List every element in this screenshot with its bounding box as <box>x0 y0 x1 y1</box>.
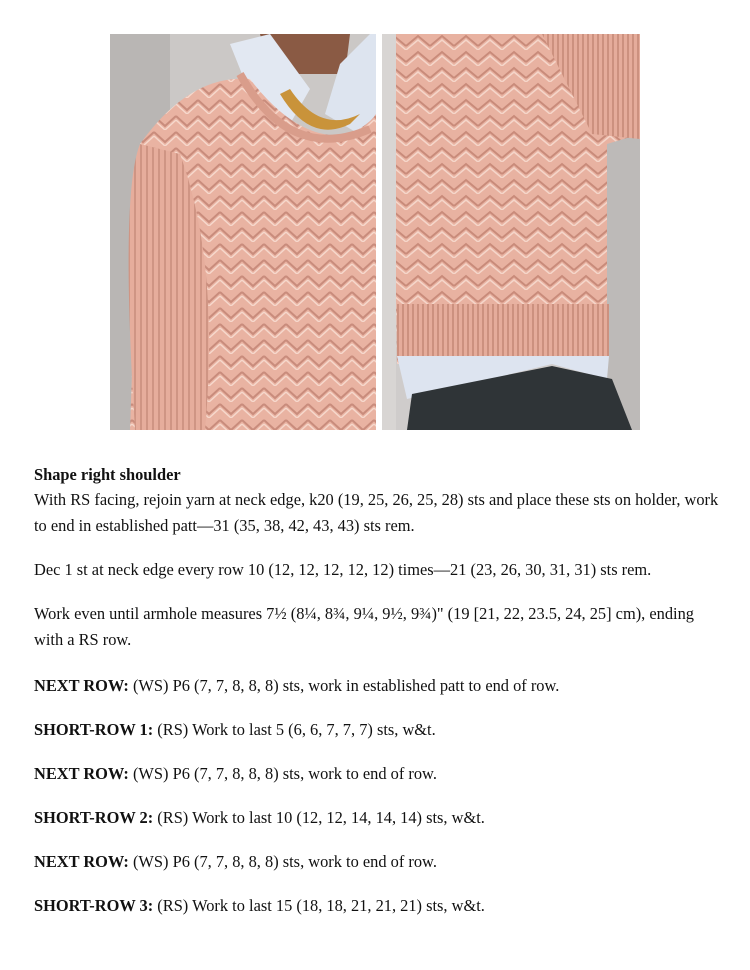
step-label: SHORT-ROW 2: <box>34 808 154 827</box>
paragraph-dec-neck: Dec 1 st at neck edge every row 10 (12, 12, 12, 12, 12) times—21 (23, 26, 30, 31, 31) sts rem. <box>34 560 652 579</box>
step-next-row <box>34 849 724 875</box>
step-text: (RS) Work to last 15 (18, 18, 21, 21, 21) sts, w&t. <box>153 896 485 915</box>
sweater-side-photo <box>382 34 640 430</box>
step-text: (WS) P6 (7, 7, 8, 8, 8) sts, work to end of row. <box>128 764 437 783</box>
step-label: NEXT ROW: <box>34 852 129 871</box>
step-next-row <box>34 761 724 787</box>
step-text: (RS) Work to last 10 (12, 12, 14, 14, 14) sts, w&t. <box>153 808 485 827</box>
section-heading: Shape right shoulder <box>34 465 181 484</box>
step-short-row-1 <box>34 717 724 743</box>
step-text: (RS) Work to last 5 (6, 6, 7, 7, 7) sts, w&t. <box>153 720 436 739</box>
sweater-front-photo <box>110 34 376 430</box>
step-label: SHORT-ROW 1: <box>34 720 154 739</box>
step-label: NEXT ROW: <box>34 676 129 695</box>
paragraph-work-even: Work even until armhole measures 7½ (8¼, 8¾, 9¼, 9½, 9¾)" (19 [21, 22, 23.5, 24, 25] cm), ending with a RS row. <box>34 604 694 649</box>
step-label: NEXT ROW: <box>34 764 129 783</box>
step-label: SHORT-ROW 3: <box>34 896 154 915</box>
step-short-row-2 <box>34 805 724 831</box>
step-next-row <box>34 673 724 699</box>
step-short-row-3 <box>34 893 724 919</box>
step-text: (WS) P6 (7, 7, 8, 8, 8) sts, work to end of row. <box>128 852 437 871</box>
step-text: (WS) P6 (7, 7, 8, 8, 8) sts, work in established patt to end of row. <box>128 676 560 695</box>
paragraph-rejoin-yarn: With RS facing, rejoin yarn at neck edge, k20 (19, 25, 26, 25, 28) sts and place these sts on holder, work to end in established patt—31 (35, 38, 42, 43, 43) sts rem. <box>34 490 719 535</box>
